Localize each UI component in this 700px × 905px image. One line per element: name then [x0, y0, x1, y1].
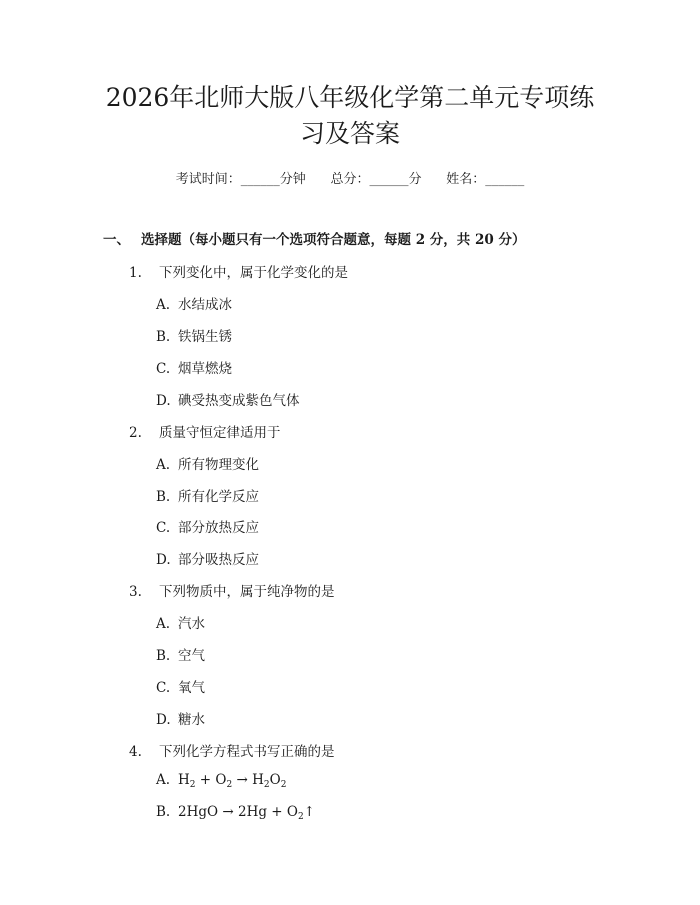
option-text: 部分放热反应	[178, 520, 259, 536]
question-number: 2.	[129, 425, 142, 441]
option-letter: A.	[156, 297, 171, 313]
question-1	[129, 261, 348, 281]
subscript: 2	[189, 780, 196, 790]
option-text: 烟草燃烧	[178, 361, 232, 377]
option-text: 铁锅生锈	[178, 329, 232, 345]
question-2-option-c	[156, 516, 259, 536]
question-1-option-a	[156, 293, 232, 313]
question-4-option-b	[156, 804, 315, 820]
question-2-option-a	[156, 453, 259, 473]
subscript: 2	[297, 812, 304, 822]
equation	[178, 804, 315, 820]
option-text: 糖水	[178, 712, 205, 728]
formula-text: H	[178, 772, 190, 788]
question-number: 4.	[129, 744, 142, 760]
section-number: 一、	[103, 232, 130, 248]
question-stem: 下列物质中，属于纯净物的是	[159, 584, 335, 600]
question-1-option-c	[156, 357, 232, 377]
document-title-line-1: 2026年北师大版八年级化学第二单元专项练	[105, 83, 595, 112]
gas-arrow-icon: ↑	[303, 804, 315, 820]
question-stem: 下列化学方程式书写正确的是	[159, 744, 335, 760]
question-number: 3.	[129, 584, 142, 600]
question-3-option-c	[156, 676, 205, 696]
question-3-option-b	[156, 644, 205, 664]
question-4	[129, 740, 335, 760]
subscript: 2	[280, 780, 287, 790]
option-letter: B.	[156, 804, 171, 820]
question-1-option-d	[156, 389, 300, 409]
option-text: 部分吸热反应	[178, 552, 259, 568]
question-1-option-b	[156, 325, 232, 345]
formula-text: H	[252, 772, 264, 788]
option-letter: B.	[156, 329, 171, 345]
option-letter: B.	[156, 489, 171, 505]
document-title-line-2: 习及答案	[299, 119, 400, 148]
question-3	[129, 580, 335, 600]
formula-text: 2HgO	[178, 804, 219, 820]
option-letter: D.	[156, 552, 171, 568]
option-letter: C.	[156, 680, 171, 696]
question-3-option-a	[156, 612, 205, 632]
plus-sign: +	[195, 772, 216, 788]
question-number: 1.	[129, 265, 142, 281]
option-letter: D.	[156, 393, 171, 409]
subscript: 2	[263, 780, 270, 790]
question-stem: 下列变化中，属于化学变化的是	[159, 265, 348, 281]
reaction-arrow: →	[232, 772, 253, 788]
question-2-option-d	[156, 548, 259, 568]
option-letter: A.	[156, 616, 171, 632]
question-3-option-d	[156, 708, 205, 728]
section-title: 选择题（每小题只有一个选项符合题意，每题 2 分，共 20 分）	[141, 232, 526, 248]
option-text: 汽水	[178, 616, 205, 632]
option-letter: C.	[156, 361, 171, 377]
option-letter: B.	[156, 648, 171, 664]
option-letter: A.	[156, 772, 171, 788]
option-letter: D.	[156, 712, 171, 728]
subscript: 2	[226, 780, 233, 790]
option-text: 所有物理变化	[178, 457, 259, 473]
section-heading	[103, 228, 525, 248]
option-text: 空气	[178, 648, 205, 664]
option-letter: A.	[156, 457, 171, 473]
option-text: 氧气	[178, 680, 205, 696]
exam-info: 考试时间：______分钟 总分：______分 姓名：______	[175, 172, 525, 187]
reaction-arrow: →	[218, 804, 238, 820]
question-2	[129, 421, 281, 441]
formula-text: O	[269, 772, 281, 788]
formula-text: O	[215, 772, 227, 788]
option-text: 所有化学反应	[178, 489, 259, 505]
question-2-option-b	[156, 485, 259, 505]
equation	[178, 772, 286, 788]
option-text: 碘受热变成紫色气体	[178, 393, 300, 409]
question-stem: 质量守恒定律适用于	[159, 425, 281, 441]
question-4-option-a	[156, 772, 286, 788]
option-letter: C.	[156, 520, 171, 536]
formula-text: 2Hg + O	[237, 804, 298, 820]
option-text: 水结成冰	[178, 297, 232, 313]
